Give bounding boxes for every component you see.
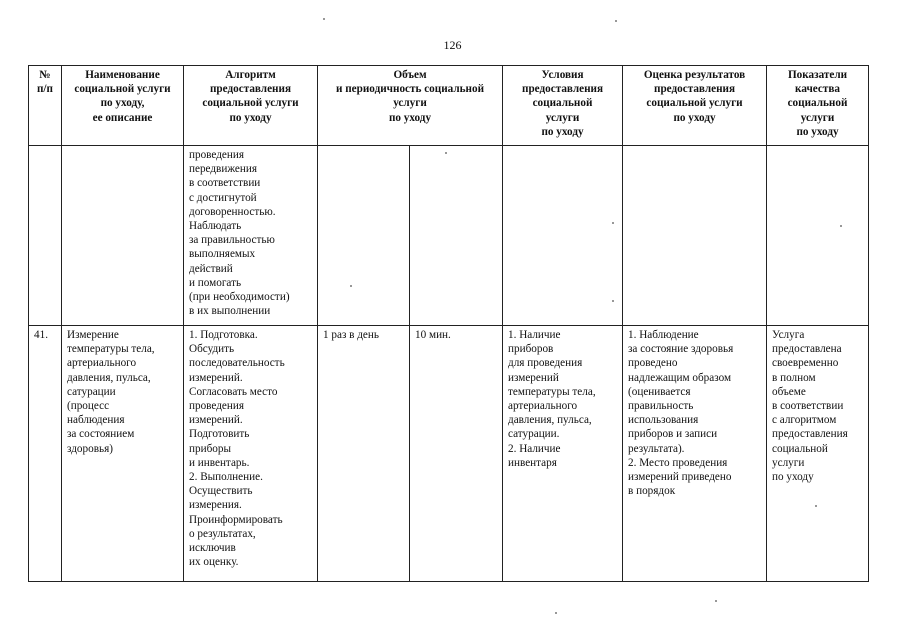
header-conditions: Условия предоставления социальной услуги по уходу xyxy=(503,66,623,146)
header-number: № п/п xyxy=(29,66,62,146)
scan-speck xyxy=(323,18,325,20)
cell-algorithm: проведения передвижения в соответствии с достигнутой договоренностью. Наблюдать за правильностью выполняемых действий и помогать (при необходимости) в их выполнении xyxy=(184,146,318,326)
cell-conditions xyxy=(503,146,623,326)
cell-quality: Услуга предоставлена своевременно в полном объеме в соответствии с алгоритмом предоставления социальной услуги по уходу xyxy=(767,326,869,582)
services-table xyxy=(28,65,869,582)
cell-duration: 10 мин. xyxy=(410,326,503,582)
cell-conditions: 1. Наличие приборов для проведения измерений температуры тела, артериального давления, пульса, сатурации. 2. Наличие инвентаря xyxy=(503,326,623,582)
page-number: 126 xyxy=(443,38,462,52)
cell-quality xyxy=(767,146,869,326)
scan-speck xyxy=(840,225,842,227)
cell-number: 41. xyxy=(29,326,62,582)
cell-service-name: Измерение температуры тела, артериального давления, пульса, сатурации (процесс наблюдения за состоянием здоровья) xyxy=(62,326,184,582)
header-algorithm: Алгоритм предоставления социальной услуги по уходу xyxy=(184,66,318,146)
scan-speck xyxy=(612,300,614,302)
header-volume-periodicity: Объем и периодичность социальной услуги по уходу xyxy=(318,66,503,146)
table-row xyxy=(29,146,869,326)
header-service-name: Наименование социальной услуги по уходу, ее описание xyxy=(62,66,184,146)
scan-speck xyxy=(350,285,352,287)
scan-speck xyxy=(612,222,614,224)
scan-speck xyxy=(615,20,617,22)
cell-evaluation: 1. Наблюдение за состояние здоровья проведено надлежащим образом (оценивается правильность использования приборов и записи результата). 2. Место проведения измерений приведено в порядок xyxy=(623,326,767,582)
scan-speck xyxy=(715,600,717,602)
scan-speck xyxy=(815,505,817,507)
scan-speck xyxy=(555,612,557,614)
header-quality: Показатели качества социальной услуги по уходу xyxy=(767,66,869,146)
cell-number xyxy=(29,146,62,326)
cell-duration xyxy=(410,146,503,326)
header-evaluation: Оценка результатов предоставления социальной услуги по уходу xyxy=(623,66,767,146)
cell-algorithm: 1. Подготовка. Обсудить последовательность измерений. Согласовать место проведения измерений. Подготовить приборы и инвентарь. 2. Выполнение. Осуществить измерения. Проинформировать о результатах, исключив их оценку. xyxy=(184,326,318,582)
scan-speck xyxy=(445,152,447,154)
cell-evaluation xyxy=(623,146,767,326)
table-row xyxy=(29,326,869,582)
cell-periodicity: 1 раз в день xyxy=(318,326,410,582)
cell-service-name xyxy=(62,146,184,326)
table-header-row xyxy=(29,66,869,146)
cell-periodicity xyxy=(318,146,410,326)
